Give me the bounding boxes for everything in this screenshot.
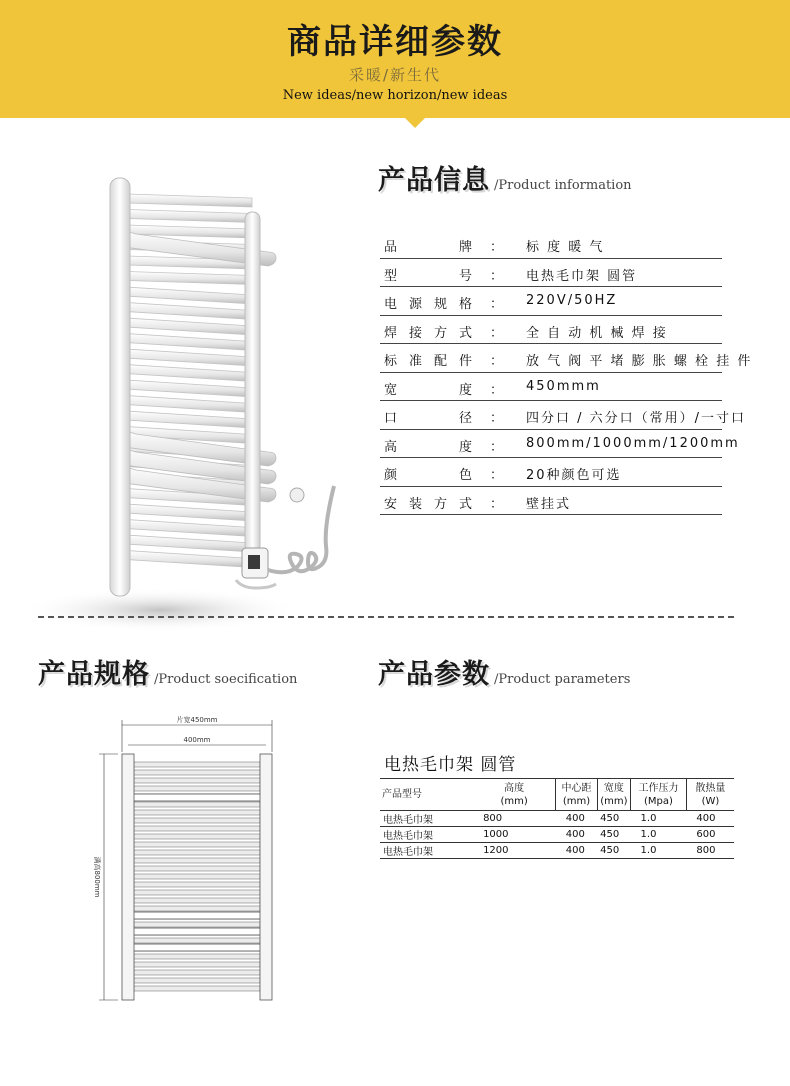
table-row: [380, 811, 734, 827]
drawing-rung: [134, 874, 260, 879]
cell-model: 电热毛巾架: [380, 843, 473, 859]
info-value: 壁挂式: [526, 496, 572, 512]
cell-pressure: 1.0: [631, 843, 687, 859]
product-info-heading-en: /Product information: [494, 178, 632, 193]
params-table-title: 电热毛巾架 圆管: [384, 755, 517, 775]
drawing-rung: [134, 970, 260, 975]
drawing-rung: [134, 866, 260, 871]
info-label-char: 号: [458, 268, 472, 284]
section-divider: [38, 616, 734, 618]
info-value: 20种颜色可选: [526, 468, 622, 483]
drawing-rung: [134, 842, 260, 847]
info-label: [384, 322, 472, 341]
rack-rung: [126, 303, 252, 320]
banner-pointer: [405, 118, 425, 128]
cell-center: 400: [556, 843, 597, 859]
info-value: 220V/50HZ: [526, 293, 618, 308]
info-label-char: 准: [408, 354, 422, 369]
info-label-char: 式: [458, 325, 472, 341]
cell-width: 450: [597, 827, 630, 843]
rack-rung: [126, 520, 252, 537]
info-row: [380, 259, 722, 288]
info-label-char: 电: [384, 297, 398, 312]
drawing-rung: [134, 858, 260, 863]
cell-model: 电热毛巾架: [380, 827, 473, 843]
info-colon: ：: [490, 240, 504, 255]
rack-rung: [126, 349, 252, 366]
rack-rung: [126, 194, 252, 207]
info-label: [384, 436, 472, 455]
product-info-list: [380, 230, 753, 515]
info-value: 450mmm: [526, 378, 601, 394]
page-subtitle: 采暖/新生代: [348, 66, 442, 84]
page-tagline: New ideas/new horizon/new ideas: [282, 88, 508, 103]
drawing-rung: [134, 786, 260, 791]
info-value: 放 气 阀 平 堵 膨 胀 螺 栓 挂 件: [526, 354, 753, 369]
col-height-label: 高度: [504, 782, 525, 794]
drawing-rung: [134, 906, 260, 911]
info-label-char: 度: [458, 382, 472, 398]
cell-model: 电热毛巾架: [380, 811, 473, 827]
rack-rung: [126, 318, 252, 335]
info-label-char: 标: [384, 354, 398, 369]
drawing-rung: [134, 986, 260, 991]
table-row: [380, 827, 734, 843]
cell-width: 450: [597, 843, 630, 859]
info-label-char: 装: [408, 496, 422, 512]
col-header: [631, 779, 687, 811]
rack-rung: [126, 272, 252, 285]
drawing-hook: [124, 944, 270, 951]
rack-rung: [126, 365, 252, 382]
info-label-char: 格: [458, 297, 472, 312]
drawing-rung: [134, 882, 260, 887]
info-row: [380, 430, 740, 459]
drawing-hook: [124, 928, 270, 935]
info-label-char: 接: [408, 325, 422, 341]
info-row: [380, 458, 722, 487]
dim-height: 满高800mm: [93, 856, 101, 898]
rack-rung: [126, 504, 252, 521]
info-row: [380, 401, 747, 430]
col-header: [686, 779, 734, 811]
spec-heading: [38, 652, 297, 691]
info-label: [384, 293, 472, 312]
info-value: 四分口 / 六分口（常用）/一寸口: [526, 411, 747, 426]
product-info-heading-cn: 产品信息: [378, 165, 490, 196]
col-header: [597, 779, 630, 811]
info-row: [380, 487, 722, 516]
info-label: [384, 407, 472, 426]
col-header: [556, 779, 597, 811]
spec-heading-cn: 产品规格: [38, 659, 150, 690]
info-label-char: 安: [384, 496, 398, 512]
cell-height: 1200: [473, 843, 556, 859]
cell-heat: 400: [686, 811, 734, 827]
info-label: [384, 350, 472, 369]
info-colon: ：: [490, 382, 504, 398]
col-pressure-label: 工作压力: [638, 782, 679, 794]
info-label-char: 源: [408, 297, 422, 312]
info-label-char: 口: [384, 411, 398, 426]
drawing-rung: [134, 802, 260, 807]
dim-width-inner: 400mm: [183, 736, 211, 744]
rack-rung: [126, 396, 252, 413]
info-colon: ：: [490, 354, 504, 369]
info-row: [380, 287, 722, 316]
info-colon: ：: [490, 325, 504, 341]
drawing-rung: [134, 770, 260, 775]
info-label-char: 宽: [384, 382, 398, 398]
info-value: 全 自 动 机 械 焊 接: [526, 325, 668, 341]
drawing-rung: [134, 962, 260, 967]
info-label-char: 配: [433, 354, 447, 369]
col-model-label: 产品型号: [382, 789, 422, 800]
info-colon: ：: [490, 496, 504, 512]
dim-width-outer: 片宽450mm: [176, 716, 218, 724]
info-label-char: 颜: [384, 468, 398, 483]
col-heat-unit: (W): [701, 795, 720, 807]
drawing-rung: [134, 850, 260, 855]
rack-rung: [126, 287, 252, 304]
info-value: 电热毛巾架 圆管: [526, 268, 638, 284]
info-colon: ：: [490, 439, 504, 455]
cell-center: 400: [556, 827, 597, 843]
drawing-rung: [134, 978, 260, 983]
info-colon: ：: [490, 468, 504, 483]
info-row: [380, 373, 722, 402]
col-header: [473, 779, 556, 811]
cell-pressure: 1.0: [631, 811, 687, 827]
drawing-hook: [124, 912, 270, 919]
header-banner: [0, 0, 790, 118]
info-label-char: 方: [433, 496, 447, 512]
drawing-rung: [134, 826, 260, 831]
col-center-unit: (mm): [562, 795, 591, 807]
cell-center: 400: [556, 811, 597, 827]
info-row: [380, 344, 753, 373]
info-colon: ：: [490, 411, 504, 426]
rack-rung: [126, 411, 252, 428]
col-pressure-unit: (Mpa): [644, 795, 673, 807]
cell-height: 800: [473, 811, 556, 827]
rack-rung: [126, 380, 252, 397]
col-width-label: 宽度: [603, 782, 624, 794]
drawing-rung: [134, 898, 260, 903]
cell-heat: 600: [686, 827, 734, 843]
rack-rung: [126, 334, 252, 351]
info-label: [384, 236, 472, 255]
params-heading: [378, 652, 630, 691]
product-photo: [40, 170, 360, 640]
rack-rung: [126, 535, 252, 552]
info-label-char: 度: [458, 439, 472, 455]
info-label: [384, 493, 472, 512]
info-label-char: 件: [458, 354, 472, 369]
info-row: [380, 230, 722, 259]
drawing-rung: [134, 834, 260, 839]
info-label-char: 品: [384, 240, 398, 255]
product-info-heading: [378, 158, 632, 197]
drawing-hook: [124, 794, 270, 801]
drawing-rung: [134, 954, 260, 959]
drawing-rung: [134, 818, 260, 823]
info-label-char: 色: [458, 468, 472, 483]
dimension-drawing: [90, 712, 290, 1012]
info-row: [380, 316, 722, 345]
info-label-char: 式: [458, 496, 472, 512]
params-table: [380, 778, 734, 859]
drawing-rung: [134, 938, 260, 943]
drawing-rung: [134, 778, 260, 783]
params-heading-cn: 产品参数: [378, 659, 490, 690]
col-height-unit: (mm): [500, 795, 528, 807]
col-heat-label: 散热量: [695, 782, 726, 794]
cell-pressure: 1.0: [631, 827, 687, 843]
spec-heading-en: /Product soecification: [154, 672, 298, 687]
info-label-char: 焊: [384, 325, 398, 341]
info-label-char: 高: [384, 439, 398, 455]
drawing-rung: [134, 762, 260, 767]
info-colon: ：: [490, 268, 504, 284]
params-heading-en: /Product parameters: [494, 672, 631, 687]
info-value: 800mm/1000mm/1200mm: [526, 435, 740, 451]
info-label: [384, 464, 472, 483]
info-label-char: 方: [433, 325, 447, 341]
rack-rung: [126, 210, 252, 223]
info-value: 标 度 暖 气: [526, 240, 605, 255]
cell-heat: 800: [686, 843, 734, 859]
col-width-unit: (mm): [600, 795, 628, 807]
col-center-label: 中心距: [561, 782, 592, 794]
info-label: [384, 379, 472, 398]
info-label: [384, 265, 472, 284]
info-label-char: 牌: [458, 240, 472, 255]
cell-width: 450: [597, 811, 630, 827]
cell-height: 1000: [473, 827, 556, 843]
col-header: [380, 779, 473, 811]
info-colon: ：: [490, 297, 504, 312]
page-title: 商品详细参数: [287, 22, 503, 62]
drawing-rung: [134, 922, 260, 927]
drawing-rung: [134, 890, 260, 895]
info-label-char: 规: [433, 297, 447, 312]
params-table-header: [380, 779, 734, 811]
rack-rung: [126, 551, 252, 568]
table-row: [380, 843, 734, 859]
info-label-char: 径: [458, 411, 472, 426]
info-label-char: 型: [384, 268, 398, 284]
drawing-rung: [134, 810, 260, 815]
